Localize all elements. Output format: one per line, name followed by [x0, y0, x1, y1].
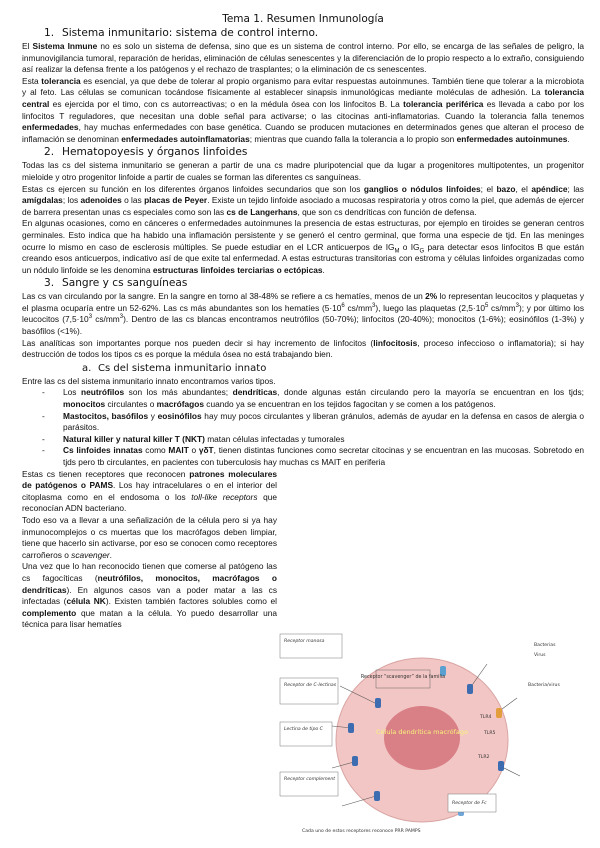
section-heading-2: 2. Hematopoyesis y órganos linfoides: [44, 146, 248, 159]
box2-label: Receptor de C-lectinas: [284, 683, 337, 688]
box3-label: Lectina de tipo C: [284, 727, 323, 732]
right-label-1: Bacterias: [534, 643, 556, 648]
paragraph-hematopoyesis: Todas las cs del sistema inmunitario se generan a partir de una cs madre pluripotencial que da lugar a progenitores multipotentes, un progenitor mieloide y otro progenitor linfoide a partir de cuales se forman las diferentes cs sanguíneas.: [22, 160, 584, 182]
cell-center-label: Célula dendrítica macrófago: [376, 728, 468, 736]
paragraph-scavenger: Todo eso va a llevar a una señalización de la célula pero si ya hay inmunocomplejos o cs muertas que los macrófagos deben limpiar, tiene que hacerlo sin activarse, por eso se conocen como receptores carroñeros o scavenger.: [22, 514, 277, 560]
box-receptor-manosa: [280, 634, 342, 658]
paragraph-sistema-inmune: El Sistema Inmune no es solo un sistema de defensa, sino que es un sistema de control interno. Por ello, se encarga de las señales de peligro, la inmunovigilancia tumoral, reparación de heridas, eliminación de células senescentes y la diferenciación de lo propio respecto a lo extraño, consiguiendo así realizar la defensa frente a los patógenos y el rechazo de trasplantes; o la eliminación de cs senescentes.: [22, 41, 584, 75]
tlr4-label: TLR4: [480, 715, 492, 720]
box-lectina-c: [280, 722, 332, 746]
paragraph-pams: Estas cs tienen receptores que reconocen patrones moleculares de patógenos o PAMS. Los hay intracelulares o en el interior del citoplasma como en el endosoma o los toll-like receptors que reconocían ADN bacteriano.: [22, 468, 277, 514]
right-label-2: Virus: [534, 653, 546, 658]
subsection-heading-a: a. Cs del sistema inmunitario innato: [82, 362, 267, 374]
list-item: - Mastocitos, basófilos y eosinófilos hay muy pocos circulantes y liberan gránulos, además de ayudar en la defensa en casos de alergia o parásitos.: [42, 410, 585, 433]
box-c-lectinas: [280, 678, 338, 704]
paragraph-sangre: Las cs van circulando por la sangre. En la sangre en torno al 38-48% se refiere a cs hematíes, menos de un 2% lo representan leucocitos y plaquetas y el plasma ocuparía entre un 52-62%. Las cs más abundantes son los hematíes ($5\cdot 10^6$ $cs/mm^3$), luego las plaquetas ($2,5\cdot 10^5$ $cs/mm^3$); y por último los leucocitos ($7,5\cdot 10^3$ $cs/mm^3$). Dentro de las cs blancas encontramos neutrófilos (50-70%); linfocitos (20-40%); monocitos (1-6%); eosinófilos (1-3%) y basófilos (<1%).: [22, 291, 585, 337]
right-label-3: Bacteria/virus: [528, 683, 560, 688]
figure-caption: Cada uno de estos receptores reconoce PRR PAMPS: [302, 829, 421, 834]
paragraph-tolerancia: Esta tolerancia es esencial, ya que debe de tolerar al propio organismo para evitar respuestas autoinmunes. También tiene que tolerar a la microbiota y al feto. Las células se comunican tocándose físicamente al establecer sinapsis inmunológicas mediante moléculas de adhesión. La tolerancia central es ejercida por el timo, con cs autorreactivas; o en la médula ósea con los linfocitos B. La tolerancia periférica es llevada a cabo por los linfocitos T reguladores, que necesitan una doble señal para activarse; o las citocinas anti-inflamatorias. Cuando la tolerancia falla tenemos enfermedades, hay muchas enfermedades con base genética. Cuando se producen mutaciones en determinados genes que alteran el proceso de inflamación se denominan enfermedades autoinflamatorias; mientras que cuando falla la tolerancia a lo propio son enfermedades autoinmunes.: [22, 75, 585, 144]
box5-label: Receptor de Fc: [452, 801, 487, 806]
box4-label: Receptor complement: [284, 777, 336, 782]
box1-label: Receptor manosa: [284, 639, 325, 644]
paragraph-estructuras-terciarias: En algunas ocasiones, como en cánceres o enfermedades autoinmunes la presencia de estas estructuras, por ejemplo en tiroides se generan centros germinales. Esto indica que ha habido una inflamación persistente y se generó el centro germinal, que forma una especie de tjd. En las meninges ocurre lo mismo en caso de esclerosis múltiples. Se puede estudiar en el LCR anticuerpos de $IG_M$ o $IG_G$ para detectar esos linfocitos B que están creando esos anticuerpos, indicativo así de que exite tal enfermedad. A estas estructuras transitorias con estroma y células linfoides organizadas como un nódulo linfoide se les denomina estructuras linfoides terciarias o ectópicas.: [22, 218, 585, 275]
section-heading-3: 3. Sangre y cs sanguíneas: [44, 277, 188, 290]
paragraph-innato-intro: Entre las cs del sistema inmunitario innato encontramos varios tipos.: [22, 375, 276, 386]
document-page: [22, 0, 584, 631]
paragraph-fagocitosis: Una vez que lo han reconocido tienen que comerse al patógeno las cs fagocíticas (neutrófilos, monocitos, macrófagos o dendríticas). En algunos casos van a poder matar a las cs infectadas (célula NK). Existen también factores solubles como el complemento que matan a la célula. Yo puedo desarrollar una técnica para lisar hematíes: [22, 561, 278, 630]
cell-nucleus: [384, 706, 460, 770]
tlr5-label: TLR5: [484, 731, 496, 736]
cell-types-list: [22, 387, 584, 468]
paragraph-analiticas: Las analíticas son importantes porque nos pueden decir si hay incremento de linfocitos (linfocitosis, proceso infeccioso o inflamatoria); si hay destrucción de todos los tipos cs es porque la médula ósea no está trabajando bien.: [22, 337, 584, 360]
tlr2-label: TLR2: [478, 755, 490, 760]
scavenger-label: Receptor “scavenger” de la familia: [360, 675, 446, 680]
box-complemento: [280, 772, 338, 796]
receptor-diagram: [272, 626, 572, 842]
paragraph-organos-linfoides: Estas cs ejercen su función en los diferentes órganos linfoides secundarios que son los ganglios o nódulos linfoides; el bazo, el apéndice; las amígdalas; los adenoides o las placas de Peyer. Existe un tejido linfoide asociado a mucosas respiratoria y otros como la piel, que además de ejercer de barrera presentan unas cs especiales como son las cs de Langerhans, que son cs dendríticas con función de defensa.: [22, 183, 585, 217]
receptor-diagram-svg: [272, 626, 572, 842]
list-item: - Natural killer y natural killer T (NKT) matan células infectadas y tumorales: [42, 433, 345, 444]
document-title: Tema 1. Resumen Inmunología: [222, 13, 384, 25]
receptors-text-column: [22, 469, 277, 631]
list-item: - Los neutrófilos son los más abundantes; dendríticas, donde algunas están circulando pero la mayoría se encuentran en los tjds; monocitos circulantes o macrófagos cuando ya se encuentran en los tejidos fagocitan y se comen a los patógenos.: [42, 387, 584, 410]
section-heading-1: 1. Sistema inmunitario: sistema de control interno.: [44, 27, 319, 39]
list-item: - Cs linfoides innatas como MAIT o γδT, tienen distintas funciones como secretar citocinas y se encuentran en las mucosas. Sobretodo en tjds pero tb circulantes, en pacientes con tuberculosis hay muchas cs MAIT en periferia: [42, 445, 585, 467]
